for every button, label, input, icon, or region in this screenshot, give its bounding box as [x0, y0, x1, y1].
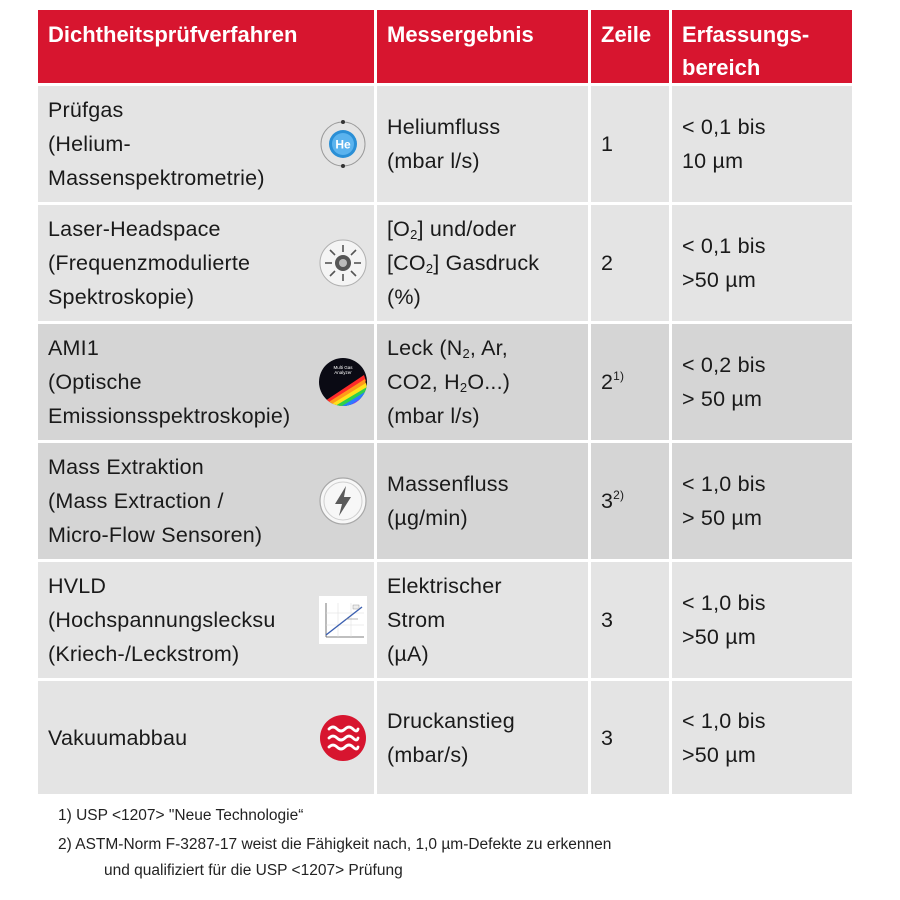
range-cell: < 1,0 bis >50 µm [682, 591, 766, 649]
range-cell: < 1,0 bis > 50 µm [682, 472, 766, 530]
result-cell: Leck ($N_2$, Ar, CO2, $H_2O$...) (mbar l/s) [377, 324, 591, 440]
footnote-1: 1) USP <1207> "Neue Technologie“ [58, 807, 304, 824]
header-line: Zeile [591, 10, 672, 83]
header-result: Messergebnis [377, 10, 591, 83]
result-cell: Massenfluss (µg/min) [377, 443, 591, 559]
table-row [38, 205, 852, 321]
table-header [38, 10, 852, 83]
method-cell: AMI1 (Optische Emissionsspektroskopie) Multi Gas Analyzer [38, 324, 377, 440]
laser-icon [318, 238, 368, 288]
footnote-ref: 2) [613, 488, 625, 502]
table-row [38, 443, 852, 559]
method-cell: Prüfgas (Helium- Massenspektrometrie) He [38, 86, 377, 202]
lightning-icon [318, 476, 368, 526]
method-cell: Vakuumabbau [38, 681, 377, 794]
svg-text:Multi Gas: Multi Gas [333, 365, 353, 370]
multi-gas-analyzer-icon [318, 357, 368, 407]
vacuum-waves-icon [318, 713, 368, 763]
footnote-ref: 1) [613, 369, 625, 383]
table-row [38, 86, 852, 202]
range-cell: < 1,0 bis >50 µm [682, 708, 766, 767]
line-cell: 3 [591, 562, 672, 678]
table-row [38, 562, 852, 678]
method-cell: Mass Extraktion (Mass Extraction / Micro-Flow Sensoren) [38, 443, 377, 559]
svg-text:Analyzer: Analyzer [334, 370, 352, 375]
range-cell: < 0,2 bis > 50 µm [682, 353, 766, 411]
result-cell: $[O_2]$ und/oder $[CO_2]$ Gasdruck (%) [377, 205, 591, 321]
line-cell: 2$^{1)}$ [591, 324, 672, 440]
header-range: Erfassungs- bereich [682, 22, 810, 80]
table-row [38, 324, 852, 440]
svg-text:He: He [335, 137, 351, 152]
footnote-2: 2) ASTM-Norm F-3287-17 weist die Fähigkeit nach, 1,0 µm-Defekte zu erkennen [58, 836, 612, 853]
method-cell: HVLD (Hochspannungslecksu (Kriech-/Leckstrom) [38, 562, 377, 678]
result-cell: Heliumfluss (mbar l/s) [377, 86, 591, 202]
line-graph-icon [318, 595, 368, 645]
result-cell: Elektrischer Strom (µA) [377, 562, 591, 678]
result-cell: Druckanstieg (mbar/s) [377, 681, 591, 794]
line-cell: 1 [591, 86, 672, 202]
line-cell: 3$^{2)}$ [591, 443, 672, 559]
helium-icon [318, 119, 368, 169]
footnote-2-continued: und qualifiziert für die USP <1207> Prüfung [104, 862, 403, 879]
header-method: Dichtheitsprüfverfahren [38, 10, 377, 83]
range-cell: < 0,1 bis >50 µm [682, 234, 766, 292]
method-cell: Laser-Headspace (Frequenzmodulierte Spektroskopie) [38, 205, 377, 321]
line-cell: 3 [591, 681, 672, 794]
range-cell: < 0,1 bis 10 µm [682, 115, 766, 173]
table-row [38, 681, 852, 794]
line-cell: 2 [591, 205, 672, 321]
